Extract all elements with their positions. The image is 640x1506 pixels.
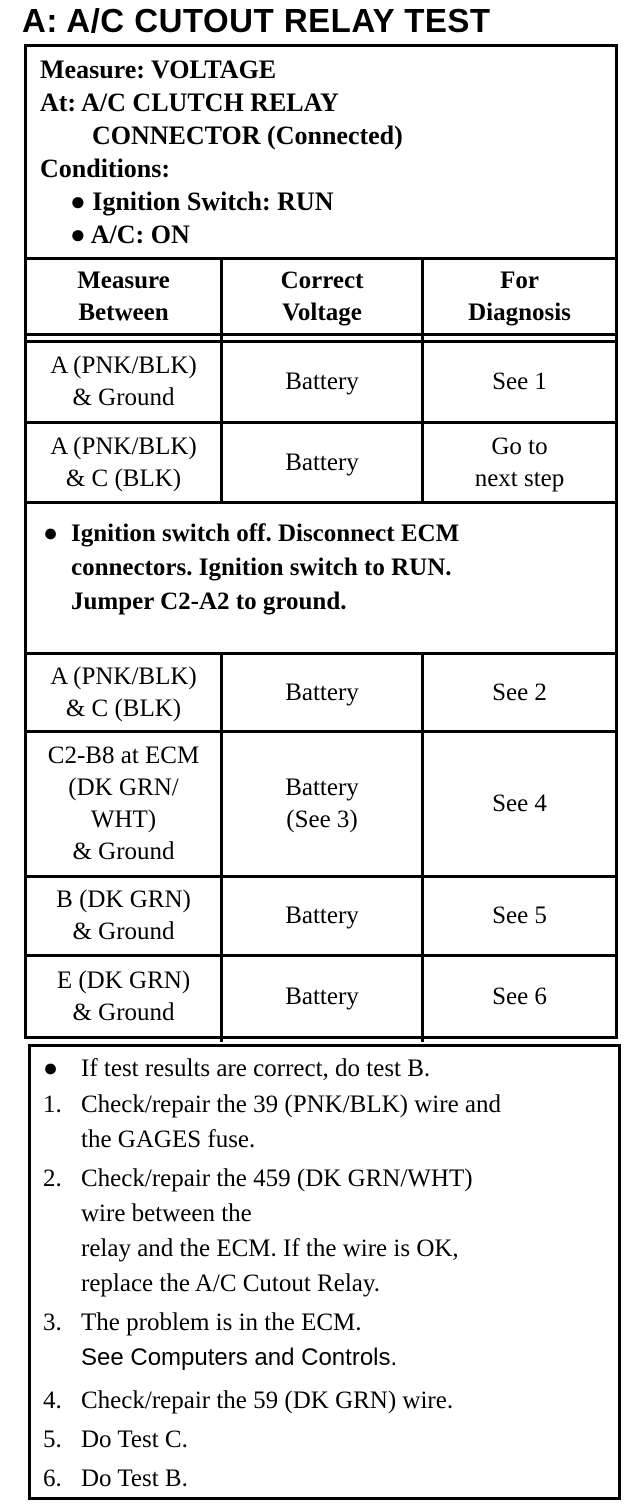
table-row-between	[27, 343, 220, 421]
cell-text: WHT)	[90, 806, 157, 833]
bullet-icon: ●	[43, 520, 59, 547]
table-row-diagnosis	[424, 957, 615, 1036]
cell-text: Battery	[285, 368, 359, 395]
item-line: wire between the	[81, 1200, 252, 1227]
cell-text: A (PNK/BLK)	[50, 662, 197, 690]
item-number: 4.	[43, 1387, 62, 1414]
cell-text: (DK GRN/	[68, 774, 179, 801]
table-row-diagnosis	[424, 878, 615, 954]
item-line: Check/repair the 39 (PNK/BLK) wire and	[81, 1091, 502, 1118]
item-line: Check/repair the 459 (DK GRN/WHT)	[81, 1165, 473, 1192]
item-line: See Computers and Controls.	[81, 1344, 398, 1371]
table-row-voltage	[223, 424, 421, 501]
divider	[27, 501, 615, 504]
item-line: Do Test C.	[81, 1426, 188, 1453]
conditions-label: Conditions:	[40, 154, 171, 183]
cell-text: & Ground	[72, 384, 175, 411]
condition-ignition: ● Ignition Switch: RUN	[70, 187, 334, 216]
item-number: 6.	[43, 1465, 62, 1492]
table-row-voltage	[223, 957, 421, 1036]
item-number: 3.	[43, 1309, 62, 1336]
cell-text: next step	[474, 464, 565, 492]
cell-text: See 6	[492, 982, 547, 1010]
cell-text: B (DK GRN)	[56, 886, 191, 913]
notes-box	[28, 1044, 621, 1500]
table-row-voltage	[223, 733, 421, 875]
condition-ignition-text: Ignition Switch: RUN	[92, 187, 334, 216]
notes-intro-text: If test results are correct, do test B.	[81, 1055, 431, 1082]
cell-text: & C (BLK)	[65, 464, 182, 492]
table-row-between	[27, 424, 220, 501]
cell-text: C2-B8 at ECM	[47, 742, 200, 769]
table-row-diagnosis	[424, 655, 615, 730]
item-number: 2.	[43, 1165, 62, 1192]
header-text: Voltage	[282, 298, 362, 326]
test-table	[24, 44, 618, 1039]
table-row-between	[27, 878, 220, 954]
header-text: Correct	[280, 266, 364, 294]
cell-text: Battery	[285, 982, 359, 1010]
cell-text: See 2	[492, 678, 547, 706]
cell-text: A (PNK/BLK)	[50, 352, 197, 379]
header-for-diagnosis	[424, 260, 615, 333]
condition-ac-text: A/C: ON	[90, 220, 190, 249]
item-line: The problem is in the ECM.	[81, 1309, 362, 1336]
cell-text: See 5	[492, 902, 547, 929]
header-correct-voltage	[223, 260, 421, 333]
item-line: the GAGES fuse.	[81, 1126, 256, 1153]
table-row-between	[27, 733, 220, 875]
table-row-voltage	[223, 343, 421, 421]
note-line: Jumper C2-A2 to ground.	[71, 588, 347, 615]
measure-label: Measure: VOLTAGE	[40, 55, 277, 84]
item-line: relay and the ECM. If the wire is OK,	[81, 1235, 459, 1262]
cell-text: See 1	[492, 368, 547, 395]
list-item	[43, 1161, 473, 1301]
header-text: Measure	[77, 266, 170, 294]
cell-text: & Ground	[72, 838, 175, 865]
cell-text: Battery	[285, 678, 359, 706]
item-line: Check/repair the 59 (DK GRN) wire.	[81, 1387, 454, 1414]
table-row-between	[27, 655, 220, 730]
divider	[27, 333, 615, 336]
at-label-line2: CONNECTOR (Connected)	[92, 121, 403, 150]
table-row-between	[27, 957, 220, 1036]
list-item	[43, 1383, 453, 1418]
item-line: replace the A/C Cutout Relay.	[81, 1270, 380, 1297]
cell-text: & C (BLK)	[65, 694, 182, 722]
item-line: Do Test B.	[81, 1465, 188, 1492]
cell-text: Battery	[285, 902, 359, 929]
cell-text: (See 3)	[286, 806, 358, 833]
header-text: Diagnosis	[468, 298, 571, 326]
table-row-diagnosis	[424, 424, 615, 501]
list-item	[43, 1461, 188, 1496]
cell-text: Battery	[285, 774, 359, 801]
header-measure-between	[27, 260, 220, 333]
cell-text: & Ground	[72, 918, 175, 945]
note-line: Ignition switch off. Disconnect ECM	[71, 520, 460, 547]
item-number: 1.	[43, 1091, 62, 1118]
conditions-block	[40, 53, 403, 251]
page-title: A: A/C CUTOUT RELAY TEST	[22, 2, 491, 39]
condition-ac: ● A/C: ON	[70, 220, 190, 249]
table-row-diagnosis	[424, 343, 615, 421]
list-item	[43, 1087, 501, 1157]
list-item	[43, 1305, 397, 1375]
item-number: 5.	[43, 1426, 62, 1453]
cell-text: E (DK GRN)	[56, 966, 191, 994]
header-text: Between	[78, 298, 169, 326]
list-item	[43, 1422, 188, 1457]
cell-text: See 4	[492, 790, 547, 817]
cell-text: & Ground	[72, 998, 175, 1026]
cell-text: A (PNK/BLK)	[50, 432, 197, 460]
at-label-line1: At: A/C CLUTCH RELAY	[40, 88, 339, 117]
cell-text: Go to	[491, 432, 548, 460]
notes-intro	[43, 1051, 430, 1086]
table-row-voltage	[223, 655, 421, 730]
note-line: connectors. Ignition switch to RUN.	[71, 554, 452, 581]
cell-text: Battery	[285, 448, 359, 476]
table-row-voltage	[223, 878, 421, 954]
table-row-diagnosis	[424, 733, 615, 875]
step-note	[43, 517, 459, 619]
bullet-icon: ●	[43, 1055, 59, 1082]
header-text: For	[500, 266, 539, 294]
